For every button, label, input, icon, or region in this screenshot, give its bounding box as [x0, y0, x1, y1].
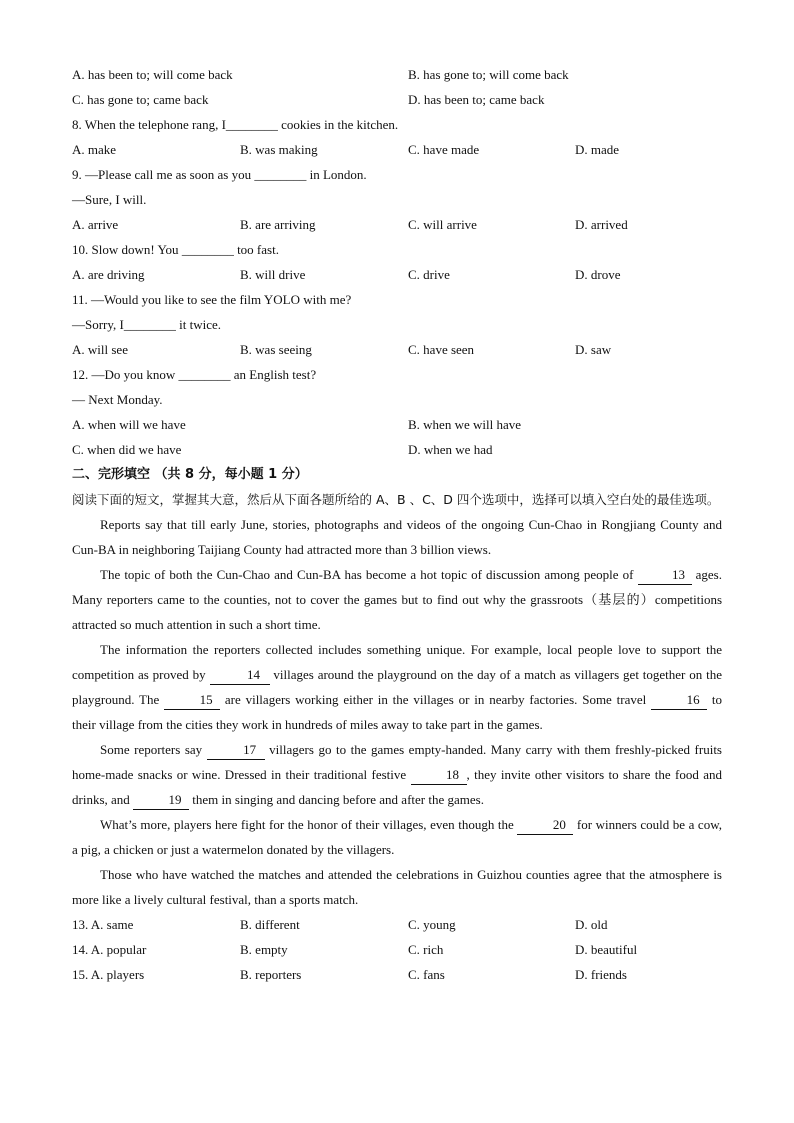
q12-stem — [72, 362, 722, 387]
q14-option-b[interactable]: B. empty — [240, 942, 288, 957]
passage-text: Some reporters say — [100, 742, 207, 757]
passage-paragraph-5 — [72, 812, 722, 862]
q10-blank[interactable]: ________ — [181, 242, 234, 257]
q14-options — [72, 937, 722, 962]
q8-option-b[interactable]: B. was making — [240, 142, 318, 157]
q11-reply — [72, 312, 722, 337]
q10-options — [72, 262, 722, 287]
q9-option-d[interactable]: D. arrived — [575, 217, 628, 232]
q15-options — [72, 962, 722, 987]
q11-options — [72, 337, 722, 362]
q9-option-b[interactable]: B. are arriving — [240, 217, 316, 232]
q10-option-c[interactable]: C. drive — [408, 267, 450, 282]
passage-text: villagers go to the games empty-handed. Many carry with them freshly-picked fruits home-made snacks or wine. Dressed in their traditional festive — [72, 742, 722, 782]
q13-options — [72, 912, 722, 937]
q15-option-a[interactable]: 15. A. players — [72, 967, 145, 982]
passage-text: What’s more, players here fight for the honor of their villages, even though the — [100, 817, 518, 832]
passage-text: ages. Many reporters came to the counties, not to cover the games but to find out why the grassroots（基层的）competitions attracted so much attention in such a short time. — [72, 567, 722, 632]
q7-option-c[interactable]: C. has gone to; came back — [72, 92, 209, 107]
blank-16[interactable]: 16 — [651, 691, 707, 710]
passage-text: to their village from the cities they work in hundreds of miles away to take part in the games. — [72, 692, 722, 732]
q10-option-a[interactable]: A. are driving — [72, 267, 145, 282]
q12-blank[interactable]: ________ — [178, 367, 231, 382]
q11-stem: 11. —Would you like to see the film YOLO with me? — [72, 292, 352, 307]
q7-options-row1 — [72, 62, 722, 87]
blank-18[interactable]: 18 — [411, 766, 467, 785]
blank-15[interactable]: 15 — [164, 691, 220, 710]
section-instruction: 阅读下面的短文，掌握其大意，然后从下面各题所给的 A、B 、C、D 四个选项中，选择可以填入空白处的最佳选项。 — [72, 492, 720, 507]
blank-14[interactable]: 14 — [210, 666, 270, 685]
q12-text: 12. —Do you know — [72, 367, 179, 382]
q10-text: 10. Slow down! You — [72, 242, 182, 257]
blank-19[interactable]: 19 — [133, 791, 189, 810]
q15-option-d[interactable]: D. friends — [575, 967, 627, 982]
q8-option-d[interactable]: D. made — [575, 142, 620, 157]
q8-options — [72, 137, 722, 162]
section-heading: 二、完形填空 （共 8 分，每小题 1 分） — [72, 467, 308, 482]
passage-paragraph-3 — [72, 637, 722, 737]
q7-option-d[interactable]: D. has been to; came back — [408, 92, 545, 107]
q9-stem — [72, 162, 722, 187]
q12-reply: — Next Monday. — [72, 392, 163, 407]
passage-text: them in singing and dancing before and after the games. — [189, 792, 484, 807]
q9-options — [72, 212, 722, 237]
q8-option-a[interactable]: A. make — [72, 142, 117, 157]
q8-text: 8. When the telephone rang, I — [72, 117, 226, 132]
q15-option-c[interactable]: C. fans — [408, 967, 445, 982]
q8-blank[interactable]: ________ — [225, 117, 278, 132]
q8-stem — [72, 112, 722, 137]
q15-option-b[interactable]: B. reporters — [240, 967, 302, 982]
blank-13[interactable]: 13 — [638, 566, 692, 585]
passage-text: The information the reporters collected includes something unique. For example, local people love to support the competition as proved by — [72, 642, 722, 682]
q7-option-b[interactable]: B. has gone to; will come back — [408, 67, 569, 82]
q11-option-b[interactable]: B. was seeing — [240, 342, 312, 357]
q11-reply-text: —Sorry, I — [72, 317, 124, 332]
q13-option-b[interactable]: B. different — [240, 917, 300, 932]
q14-option-d[interactable]: D. beautiful — [575, 942, 638, 957]
q12-option-b[interactable]: B. when we will have — [408, 417, 522, 432]
q14-option-c[interactable]: C. rich — [408, 942, 444, 957]
q13-option-c[interactable]: C. young — [408, 917, 456, 932]
passage-paragraph-4 — [72, 737, 722, 812]
q12-option-a[interactable]: A. when will we have — [72, 417, 186, 432]
passage-text: The topic of both the Cun-Chao and Cun-BA has become a hot topic of discussion among people of — [100, 567, 638, 582]
q10-option-d[interactable]: D. drove — [575, 267, 621, 282]
passage-paragraph-1: Reports say that till early June, stories, photographs and videos of the ongoing Cun-Chao in Rongjiang County and Cun-BA in neighboring Taijiang County had attracted more than 3 billion views. — [72, 517, 722, 557]
q8-text-end: cookies in the kitchen. — [277, 117, 399, 132]
passage-text: , they invite other visitors to share the food and drinks, and — [72, 767, 722, 807]
q12-options-row1 — [72, 412, 722, 437]
q11-reply-end: it twice. — [175, 317, 222, 332]
q9-option-c[interactable]: C. will arrive — [408, 217, 477, 232]
blank-20[interactable]: 20 — [517, 816, 573, 835]
q13-option-d[interactable]: D. old — [575, 917, 608, 932]
q12-options-row2 — [72, 437, 722, 462]
passage-paragraph-6: Those who have watched the matches and attended the celebrations in Guizhou counties agree that the atmosphere is more like a lively cultural festival, than a sports match. — [72, 867, 722, 907]
passage-paragraph-2 — [72, 562, 722, 637]
q11-option-c[interactable]: C. have seen — [408, 342, 475, 357]
q9-option-a[interactable]: A. arrive — [72, 217, 119, 232]
q12-option-d[interactable]: D. when we had — [408, 442, 493, 457]
passage-text: are villagers working either in the villages or in nearby factories. Some travel — [220, 692, 652, 707]
q11-option-d[interactable]: D. saw — [575, 342, 612, 357]
q7-options-row2 — [72, 87, 722, 112]
q9-blank[interactable]: ________ — [254, 167, 307, 182]
q14-option-a[interactable]: 14. A. popular — [72, 942, 147, 957]
q13-option-a[interactable]: 13. A. same — [72, 917, 134, 932]
q9-text: 9. —Please call me as soon as you — [72, 167, 255, 182]
q12-text-end: an English test? — [230, 367, 317, 382]
passage-text: for winners could be a cow, a pig, a chicken or just a watermelon donated by the villagers. — [72, 817, 722, 857]
q10-option-b[interactable]: B. will drive — [240, 267, 306, 282]
q11-blank[interactable]: ________ — [123, 317, 176, 332]
q9-reply: —Sure, I will. — [72, 192, 147, 207]
q11-option-a[interactable]: A. will see — [72, 342, 128, 357]
q10-stem — [72, 237, 722, 262]
q10-text-end: too fast. — [233, 242, 279, 257]
exam-page — [72, 62, 722, 987]
q12-option-c[interactable]: C. when did we have — [72, 442, 182, 457]
q8-option-c[interactable]: C. have made — [408, 142, 480, 157]
q7-option-a[interactable]: A. has been to; will come back — [72, 67, 233, 82]
passage-text: villages around the playground on the day of a match as villagers get together on the playground. The — [72, 667, 723, 707]
blank-17[interactable]: 17 — [207, 741, 265, 760]
q9-text-end: in London. — [306, 167, 367, 182]
